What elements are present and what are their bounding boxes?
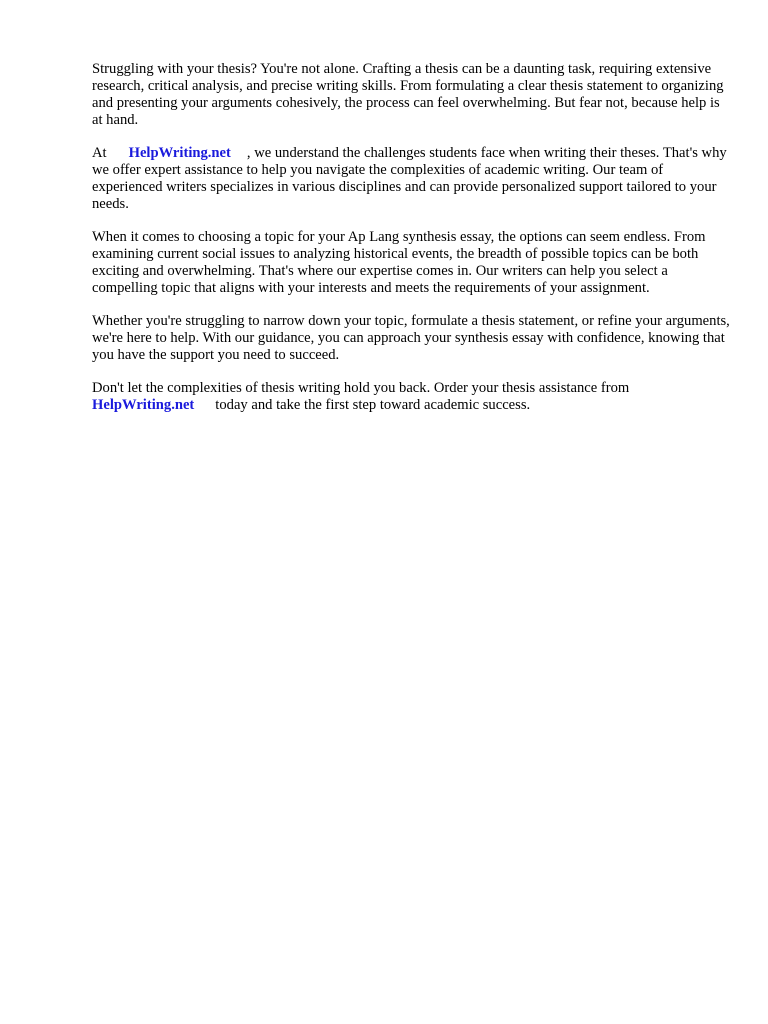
paragraph-intro: Struggling with your thesis? You're not alone. Crafting a thesis can be a daunting task, requiring extensive research, critical analysis, and precise writing skills. From formulating a clear thesis statement to organizing and presenting your arguments cohesively, the process can feel overwhelming. But fear not, because help is at hand. — [92, 61, 724, 128]
paragraph-topics: When it comes to choosing a topic for your Ap Lang synthesis essay, the options can seem endless. From examining current social issues to analyzing historical events, the breadth of possible topics can be both exciting and overwhelming. That's where our expertise comes in. Our writers can help you select a compelling topic that aligns with your interests and meets the requirements of your assignment. — [92, 229, 706, 296]
document-page — [92, 61, 732, 430]
helpwriting-link[interactable]: HelpWriting.net — [128, 145, 231, 161]
paragraph-about-body: , we understand the challenges students face when writing their theses. That's why we offer expert assistance to help you navigate the complexities of academic writing. Our team of experienced writers specializes in various disciplines and can provide personalized support tailored to your needs. — [92, 145, 727, 212]
paragraph-closing-tail: today and take the first step toward academic success. — [215, 397, 531, 413]
paragraph-about — [92, 145, 732, 213]
paragraph-closing — [92, 380, 732, 414]
paragraph-closing-lead: Don't let the complexities of thesis writing hold you back. Order your thesis assistance from — [92, 380, 630, 396]
paragraph-about-lead: At — [92, 145, 107, 161]
helpwriting-link-footer[interactable]: HelpWriting.net — [92, 397, 195, 413]
paragraph-support: Whether you're struggling to narrow down your topic, formulate a thesis statement, or refine your arguments, we're here to help. With our guidance, you can approach your synthesis essay with confidence, knowing that you have the support you need to succeed. — [92, 313, 730, 363]
